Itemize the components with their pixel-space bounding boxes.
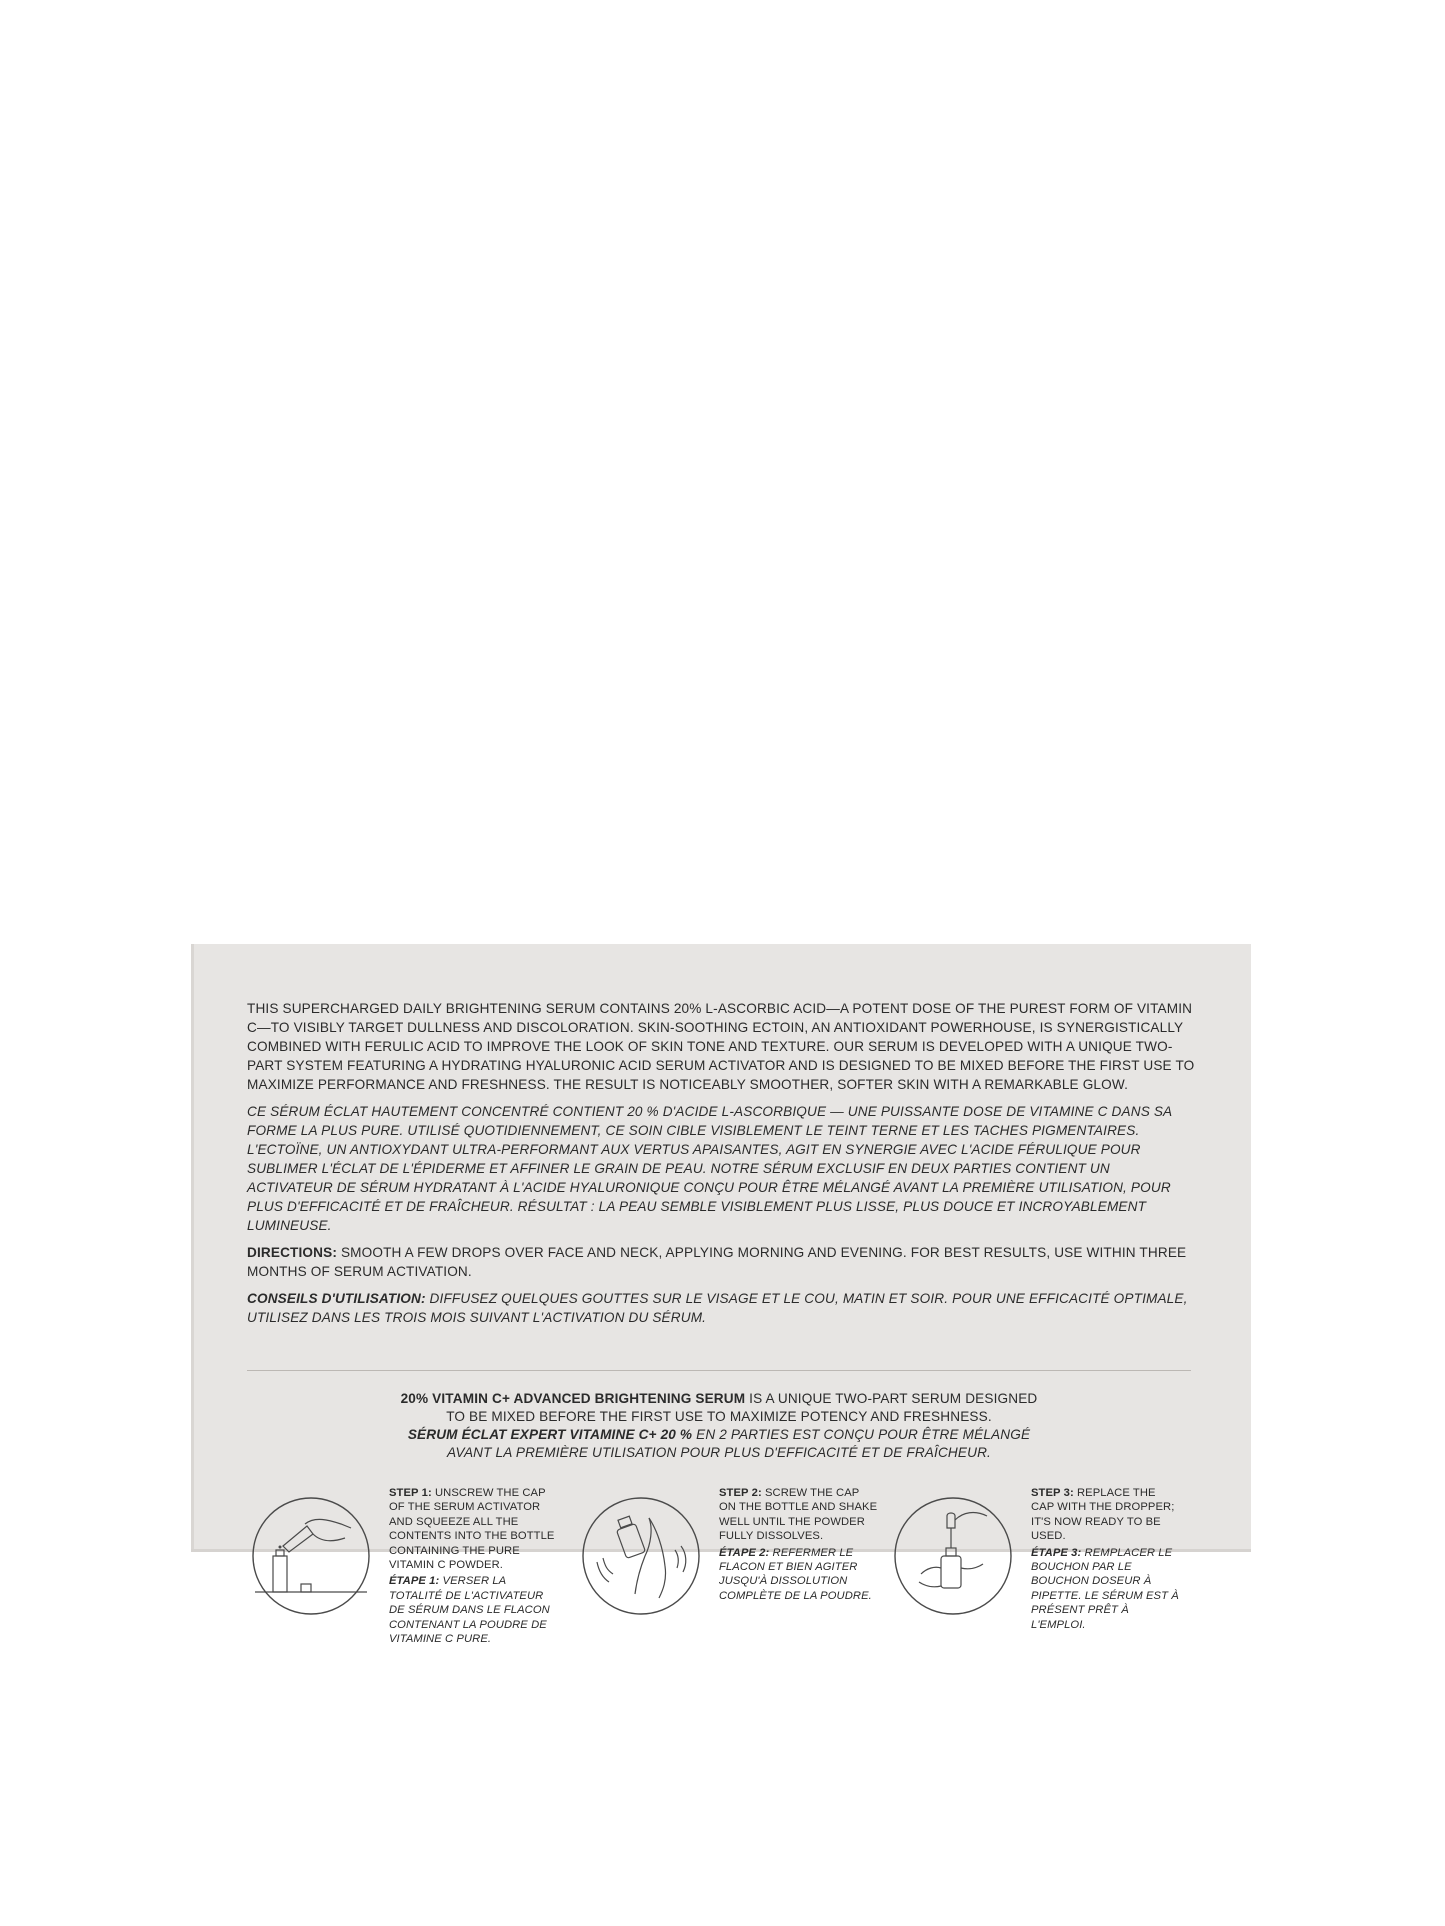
description-fr: CE SÉRUM ÉCLAT HAUTEMENT CONCENTRÉ CONTIENT 20 % D'ACIDE L-ASCORBIQUE — UNE PUISSANTE DOSE DE VITAMINE C DANS SA FORME LA PLUS PURE. UTILISÉ QUOTIDIENNEMENT, CE SOIN CIBLE VISIBLEMENT LE TEINT TERNE ET LES TACHES PIGMENTAIRES. L'ECTOÏNE, UN ANTIOXYDANT ULTRA-PERFORMANT AUX VERTUS APAISANTES, AGIT EN SYNERGIE AVEC L'ACIDE FÉRULIQUE POUR SUBLIMER L'ÉCLAT DE L'ÉPIDERME ET AFFINER LE GRAIN DE PEAU. NOTRE SÉRUM EXCLUSIF EN DEUX PARTIES CONTIENT UN ACTIVATEUR DE SÉRUM HYDRATANT À L'ACIDE HYALURONIQUE CONÇU POUR ÊTRE MÉLANGÉ AVANT LA PREMIÈRE UTILISATION, POUR PLUS D'EFFICACITÉ ET DE FRAÎCHEUR. RÉSULTAT : LA PEAU SEMBLE VISIBLEMENT PLUS LISSE, PLUS DOUCE ET INCROYABLEMENT LUMINEUSE.	[247, 1104, 1172, 1233]
summary-fr-line1	[247, 1426, 1191, 1444]
summary-en-text: IS A UNIQUE TWO-PART SERUM DESIGNED	[745, 1391, 1038, 1406]
summary-en-line1	[247, 1390, 1191, 1408]
step-1-text	[389, 1486, 559, 1648]
steps-row	[249, 1486, 1199, 1646]
shake-bottle-icon	[579, 1494, 703, 1618]
step-3-en: REPLACE THE CAP WITH THE DROPPER; IT'S NOW READY TO BE USED.	[1031, 1487, 1175, 1543]
step-1-label: STEP 1:	[389, 1487, 432, 1499]
summary-en-line2: TO BE MIXED BEFORE THE FIRST USE TO MAXIMIZE POTENCY AND FRESHNESS.	[446, 1409, 992, 1424]
step-2-label: STEP 2:	[719, 1487, 762, 1499]
directions-label: DIRECTIONS:	[247, 1245, 338, 1260]
summary-fr-line2: AVANT LA PREMIÈRE UTILISATION POUR PLUS D'EFFICACITÉ ET DE FRAÎCHEUR.	[447, 1445, 991, 1460]
step-3-label: STEP 3:	[1031, 1487, 1074, 1499]
step-2-fr: REFERMER LE FLACON ET BIEN AGITER JUSQU'À DISSOLUTION COMPLÈTE DE LA POUDRE.	[719, 1546, 872, 1602]
step-1-en: UNSCREW THE CAP OF THE SERUM ACTIVATOR AND SQUEEZE ALL THE CONTENTS INTO THE BOTTLE CONTAINING THE PURE VITAMIN C POWDER.	[389, 1487, 555, 1572]
divider	[247, 1370, 1191, 1371]
description-en: THIS SUPERCHARGED DAILY BRIGHTENING SERUM CONTAINS 20% L-ASCORBIC ACID—A POTENT DOSE OF THE PUREST FORM OF VITAMIN C—TO VISIBLY TARGET DULLNESS AND DISCOLORATION. SKIN-SOOTHING ECTOIN, AN ANTIOXIDANT POWERHOUSE, IS SYNERGISTICALLY COMBINED WITH FERULIC ACID TO IMPROVE THE LOOK OF SKIN TONE AND TEXTURE. OUR SERUM IS DEVELOPED WITH A UNIQUE TWO-PART SYSTEM FEATURING A HYDRATING HYALURONIC ACID SERUM ACTIVATOR AND IS DESIGNED TO BE MIXED BEFORE THE FIRST USE TO MAXIMIZE PERFORMANCE AND FRESHNESS. THE RESULT IS NOTICEABLY SMOOTHER, SOFTER SKIN WITH A REMARKABLE GLOW.	[247, 1001, 1195, 1092]
step-2-label-fr: ÉTAPE 2:	[719, 1546, 770, 1559]
step-2-text	[719, 1486, 879, 1605]
summary-fr-bold: SÉRUM ÉCLAT EXPERT VITAMINE C+ 20 %	[407, 1427, 693, 1442]
dropper-icon	[891, 1494, 1015, 1618]
step-1-fr: VERSER LA TOTALITÉ DE L'ACTIVATEUR DE SÉRUM DANS LE FLACON CONTENANT LA POUDRE DE VITAMINE C PURE.	[389, 1575, 550, 1646]
conseils	[247, 1289, 1197, 1327]
product-description	[247, 999, 1197, 1335]
conseils-label: CONSEILS D'UTILISATION:	[247, 1291, 426, 1306]
directions	[247, 1243, 1197, 1281]
directions-text: SMOOTH A FEW DROPS OVER FACE AND NECK, APPLYING MORNING AND EVENING. FOR BEST RESULTS, USE WITHIN THREE MONTHS OF SERUM ACTIVATION.	[247, 1245, 1187, 1279]
squeeze-tube-icon	[249, 1494, 373, 1618]
step-1-label-fr: ÉTAPE 1:	[389, 1575, 440, 1588]
product-box-back	[191, 944, 1251, 1646]
step-3-text	[1031, 1486, 1181, 1634]
step-2-en: SCREW THE CAP ON THE BOTTLE AND SHAKE WELL UNTIL THE POWDER FULLY DISSOLVES.	[719, 1487, 878, 1543]
summary-en-bold: 20% VITAMIN C+ ADVANCED BRIGHTENING SERUM	[400, 1391, 746, 1406]
product-summary	[247, 1390, 1191, 1462]
box-edge	[191, 944, 194, 1552]
step-3-label-fr: ÉTAPE 3:	[1031, 1546, 1082, 1559]
step-3-fr: REMPLACER LE BOUCHON PAR LE BOUCHON DOSEUR À PIPETTE. LE SÉRUM EST À PRÉSENT PRÊT À L'EMPLOI.	[1031, 1546, 1179, 1631]
conseils-text: DIFFUSEZ QUELQUES GOUTTES SUR LE VISAGE ET LE COU, MATIN ET SOIR. POUR UNE EFFICACITÉ OPTIMALE, UTILISEZ DANS LES TROIS MOIS SUIVANT L'ACTIVATION DU SÉRUM.	[247, 1291, 1188, 1325]
summary-fr-text: EN 2 PARTIES EST CONÇU POUR ÊTRE MÉLANGÉ	[692, 1427, 1031, 1442]
